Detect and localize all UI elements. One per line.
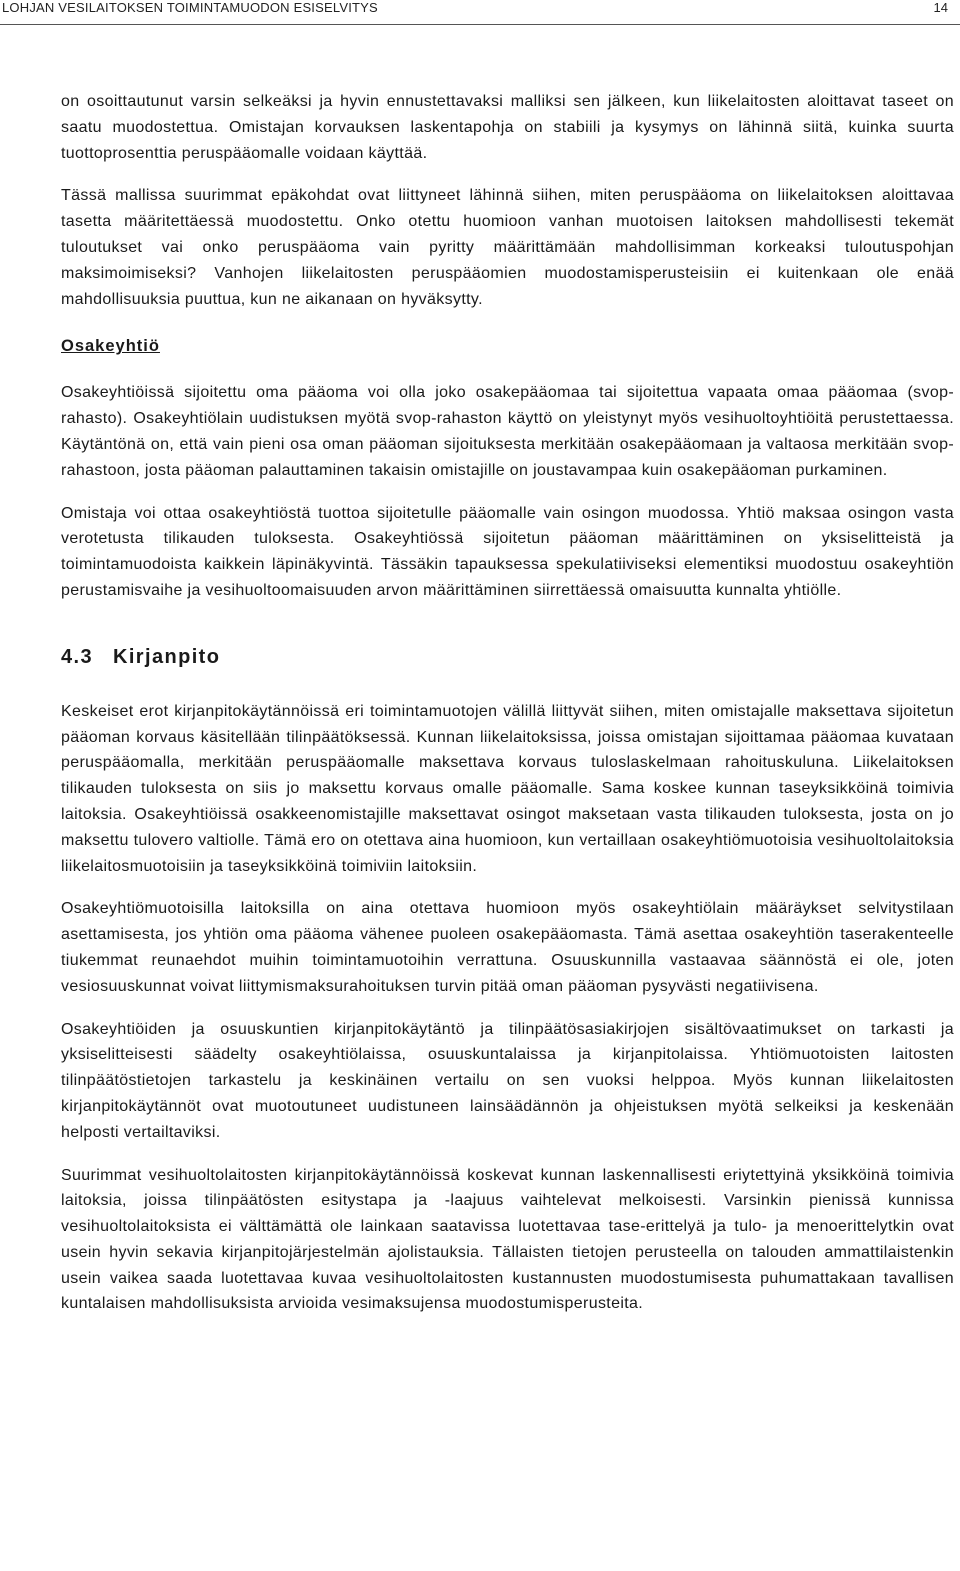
subheading-osakeyhtio: Osakeyhtiö: [61, 337, 160, 356]
paragraph: Suurimmat vesihuoltolaitosten kirjanpitokäytännöissä koskevat kunnan laskennallisesti eriytettyinä yksikköinä toimivia laitoksia, joissa tilinpäätösten esitystapa ja -laajuus vaihtelevat melkoisesti. Varsinkin pienissä kunnissa vesihuoltolaitoksista ei välttämättä ole lainkaan saatavissa luotettavaa tase-erittelyä ja tulo- ja menoerittelytkin ovat usein hyvin sekavia kirjanpitojärjestelmän ajolistauksia. Tällaisten tietojen perusteella on talouden ammattilaistenkin usein vaikea saada luotettavaa kuvaa vesihuoltolaitosten kustannusten muodostumisesta puhumattakaan tavallisen kuntalaisen mahdollisuksista arvioida vesimaksujensa muodostumisperusteita.: [61, 1166, 954, 1313]
paragraph: Osakeyhtiömuotoisilla laitoksilla on aina otettava huomioon myös osakeyhtiölain määräykset selvitystilaan asettamisesta, jos yhtiön oma pääoma vähenee puoleen osakepääomasta. Tämä asettaa osakeyhtiön taserakenteelle tiukemmat reunaehdot muihin toimintamuotoihin verrattuna. Osuuskunnilla vastaavaa säännöstä ei ole, joten vesiosuuskunnat voivat liittymismaksurahoituksen turvin pitää oman pääoman pysyvästi negatiivisena.: [61, 900, 954, 995]
section-number: 4.3: [61, 645, 94, 668]
section-heading: [61, 644, 954, 670]
page-number: 14: [933, 0, 948, 15]
paragraph: Osakeyhtiöiden ja osuuskuntien kirjanpitokäytäntö ja tilinpäätösasiakirjojen sisältövaatimukset on tarkasti ja yksiselitteisesti säädelty osakeyhtiölaissa, osuuskuntalaissa ja kirjanpitolaissa. Yhtiömuotoisten laitosten tilinpäätöstietojen tarkastelu ja keskinäinen vertailu on sen vuoksi helppoa. Myös kunnan liikelaitosten kirjanpitokäytännöt ovat muotoutuneet uudistuneen lainsäädännön ja ohjeistuksen myötä selkeiksi ja keskenään helposti vertailtaviksi.: [61, 1020, 954, 1141]
paragraph: on osoittautunut varsin selkeäksi ja hyvin ennustettavaksi malliksi sen jälkeen, kun liikelaitosten aloittavat taseet on saatu muodostettua. Omistajan korvauksen laskentapohja on stabiili ja kysymys on lähinnä siitä, kuinka suurta tuottoprosenttia peruspääomalle voidaan käyttää.: [61, 93, 954, 162]
paragraph: Osakeyhtiöissä sijoitettu oma pääoma voi olla joko osakepääomaa tai sijoitettua vapaata omaa pääomaa (svop-rahasto). Osakeyhtiölain uudistuksen myötä svop-rahaston käyttö on yleistynyt myös vesihuoltoyhtiöitä perustettaessa. Käytäntönä on, että vain pieni osa oman pääoman sijoituksesta merkitään osakepääomaan ja valtaosa merkitään svop-rahastoon, josta pääoman palauttaminen takaisin omistajille on joustavampaa kuin osakepääoman purkaminen.: [61, 384, 954, 479]
document-title: LOHJAN VESILAITOKSEN TOIMINTAMUODON ESISELVITYS: [2, 0, 378, 15]
document-body: [61, 89, 954, 1317]
section-title: Kirjanpito: [113, 645, 221, 668]
paragraph: Keskeiset erot kirjanpitokäytännöissä eri toimintamuotojen välillä liittyvät siihen, miten omistajalle maksettava sijoitetun pääoman korvaus käsitellään tilinpäätöksessä. Kunnan liikelaitoksissa, joissa omistajan sijoittamaa pääomaa kuvataan peruspääomalla, merkitään peruspääomalle maksettava korvaus tuloslaskelmaan rahoituskuluna. Liikelaitoksen tilikauden tuloksesta on siis jo maksettu korvaus omalle pääomalle. Sama koskee kunnan taseyksikköinä toimivia laitoksia. Osakeyhtiöissä osakkeenomistajille maksettavat osingot maksetaan vasta tilikauden tuloksesta, josta on jo maksettu tulovero valtiolle. Tämä ero on otettava aina huomioon, kun vertaillaan osakeyhtiömuotoisia vesihuoltolaitoksia liikelaitosmuotoisiin ja taseyksikköinä toimiviin laitoksiin.: [61, 702, 954, 875]
page-header: [0, 0, 960, 25]
paragraph: Tässä mallissa suurimmat epäkohdat ovat liittyneet lähinnä siihen, miten peruspääoma on liikelaitoksen aloittavaa tasetta määritettäessä muodostettu. Onko otettu huomioon vanhan muotoisen laitoksen mahdollisesti tekemät tuloutukset vai onko peruspääoma vain pyritty määrittämään mahdollisimman korkeaksi tuloutuspohjan maksimoimiseksi? Vanhojen liikelaitosten peruspääomien muodostamisperusteisiin ei kuitenkaan ole enää mahdollisuuksia puuttua, kun ne aikanaan on hyväksytty.: [61, 187, 954, 308]
paragraph: Omistaja voi ottaa osakeyhtiöstä tuottoa sijoitetulle pääomalle vain osingon muodossa. Yhtiö maksaa osingon vasta verotetusta tilikauden tuloksesta. Osakeyhtiössä sijoitetun pääoman määrittäminen on yksiselitteistä ja toimintamuodoista kaikkein läpinäkyvintä. Tässäkin tapauksessa spekulatiiviseksi elementiksi muodostuu osakeyhtiön perustamisvaihe ja vesihuoltoomaisuuden arvon määrittäminen siirrettäessä omaisuutta kunnalta yhtiölle.: [61, 504, 954, 599]
